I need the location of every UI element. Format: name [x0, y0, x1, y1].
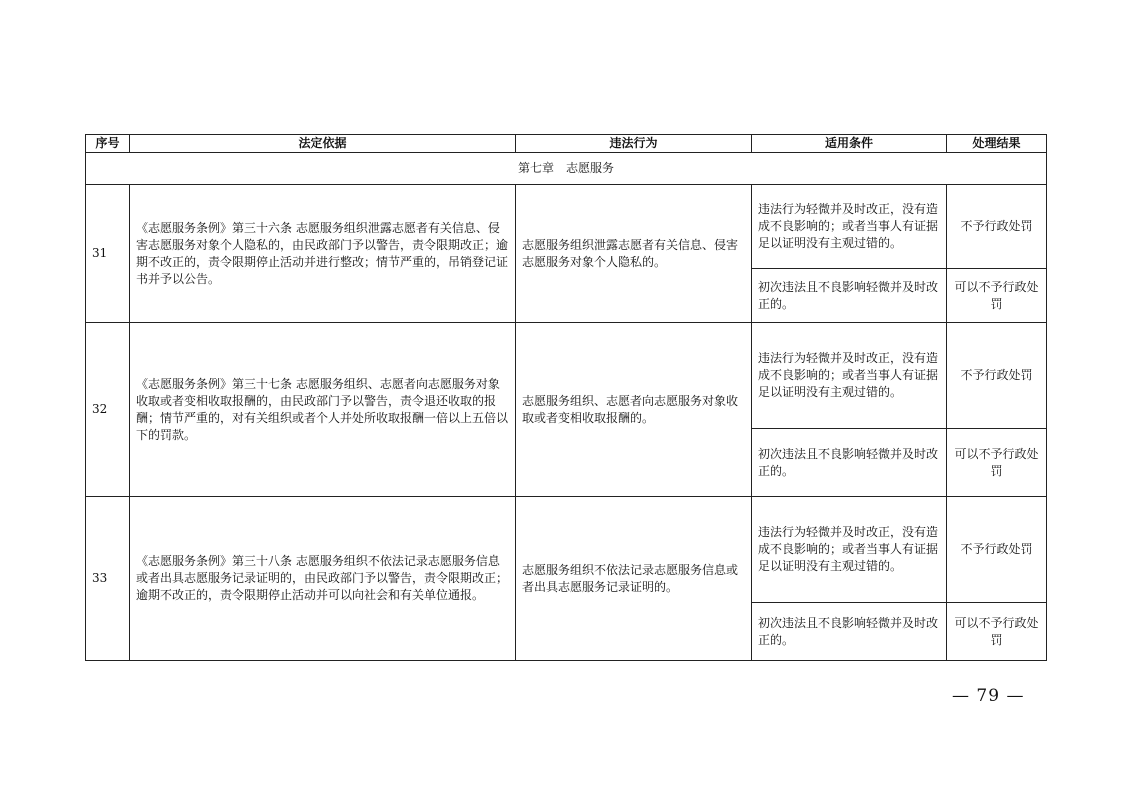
table-row [86, 185, 1047, 269]
condition-cell: 违法行为轻微并及时改正，没有造成不良影响的；或者当事人有证据足以证明没有主观过错的。 [752, 323, 947, 429]
condition-cell: 违法行为轻微并及时改正，没有造成不良影响的；或者当事人有证据足以证明没有主观过错的。 [752, 185, 947, 269]
penalty-table [85, 134, 1047, 661]
violation-cell: 志愿服务组织不依法记录志愿服务信息或者出具志愿服务记录证明的。 [516, 497, 752, 661]
header-legal-basis: 法定依据 [130, 135, 516, 153]
row-number: 32 [86, 323, 130, 497]
header-result: 处理结果 [947, 135, 1047, 153]
legal-basis-cell: 《志愿服务条例》第三十七条 志愿服务组织、志愿者向志愿服务对象收取或者变相收取报酬的，由民政部门予以警告，责令退还收取的报酬；情节严重的，对有关组织或者个人并处所收取报酬一倍以上五倍以下的罚款。 [130, 323, 516, 497]
violation-cell: 志愿服务组织、志愿者向志愿服务对象收取或者变相收取报酬的。 [516, 323, 752, 497]
table-row [86, 323, 1047, 429]
chapter-title: 第七章 志愿服务 [86, 153, 1047, 185]
header-violation: 违法行为 [516, 135, 752, 153]
row-number: 31 [86, 185, 130, 323]
table-row [86, 497, 1047, 603]
row-number: 33 [86, 497, 130, 661]
header-conditions: 适用条件 [752, 135, 947, 153]
result-cell: 可以不予行政处罚 [947, 269, 1047, 323]
chapter-row [86, 153, 1047, 185]
condition-cell: 初次违法且不良影响轻微并及时改正的。 [752, 603, 947, 661]
result-cell: 可以不予行政处罚 [947, 603, 1047, 661]
condition-cell: 初次违法且不良影响轻微并及时改正的。 [752, 429, 947, 497]
result-cell: 可以不予行政处罚 [947, 429, 1047, 497]
result-cell: 不予行政处罚 [947, 323, 1047, 429]
condition-cell: 违法行为轻微并及时改正，没有造成不良影响的；或者当事人有证据足以证明没有主观过错的。 [752, 497, 947, 603]
result-cell: 不予行政处罚 [947, 497, 1047, 603]
violation-cell: 志愿服务组织泄露志愿者有关信息、侵害志愿服务对象个人隐私的。 [516, 185, 752, 323]
header-number: 序号 [86, 135, 130, 153]
condition-cell: 初次违法且不良影响轻微并及时改正的。 [752, 269, 947, 323]
result-cell: 不予行政处罚 [947, 185, 1047, 269]
legal-basis-cell: 《志愿服务条例》第三十六条 志愿服务组织泄露志愿者有关信息、侵害志愿服务对象个人隐私的，由民政部门予以警告，责令限期改正；逾期不改正的，责令限期停止活动并进行整改；情节严重的，吊销登记证书并予以公告。 [130, 185, 516, 323]
page-number: — 79 — [952, 686, 1025, 706]
legal-basis-cell: 《志愿服务条例》第三十八条 志愿服务组织不依法记录志愿服务信息或者出具志愿服务记录证明的，由民政部门予以警告，责令限期改正；逾期不改正的，责令限期停止活动并可以向社会和有关单位通报。 [130, 497, 516, 661]
table-header-row [86, 135, 1047, 153]
